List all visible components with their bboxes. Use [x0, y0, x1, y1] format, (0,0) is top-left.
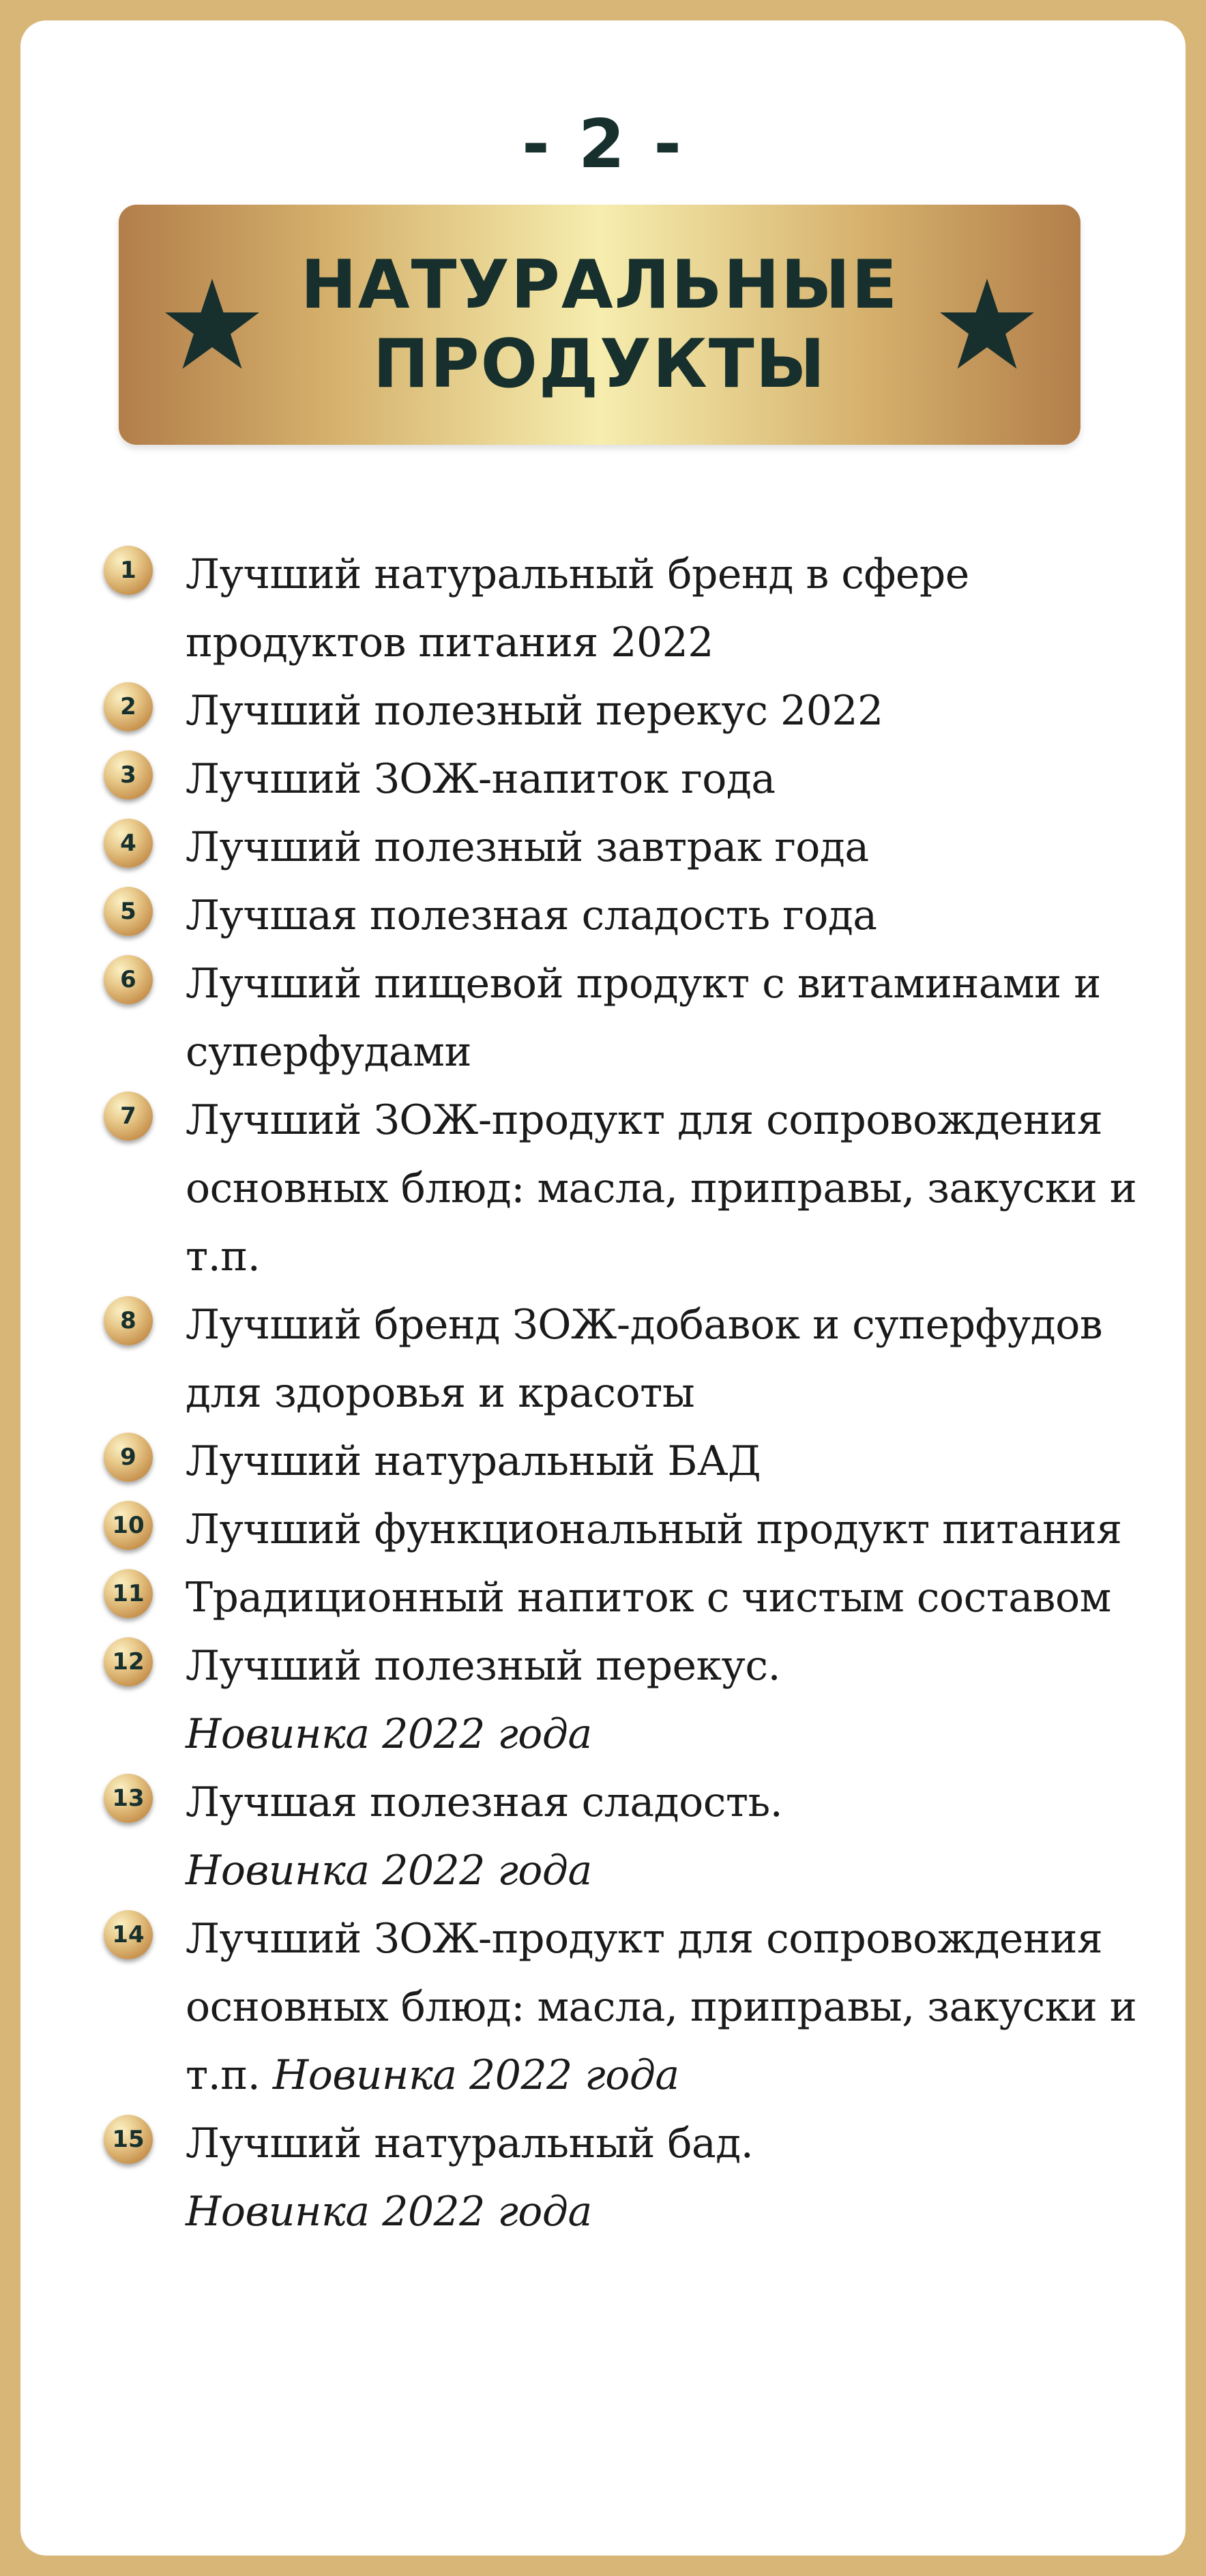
list-item [104, 1564, 1154, 1632]
award-title: Лучший бренд ЗОЖ-добавок и суперфудов для здоровья и красоты [186, 1301, 1103, 1417]
number-badge: 9 [104, 1433, 153, 1482]
category-title-line-2: ПРОДУКТЫ [372, 325, 827, 403]
award-title: Лучший ЗОЖ-продукт для сопровождения основных блюд: масла, приправы, закуски и т.п. [186, 1915, 1137, 2099]
number-badge: 12 [104, 1637, 153, 1686]
award-text [186, 540, 1154, 677]
award-text [186, 950, 1154, 1086]
award-title: Лучший натуральный БАД [186, 1437, 761, 1485]
star-icon [936, 274, 1038, 376]
number-badge: 11 [104, 1569, 153, 1618]
award-title: Лучший натуральный бад. [186, 2120, 754, 2167]
list-item [104, 540, 1154, 677]
number-badge: 1 [104, 546, 153, 595]
number-badge: 8 [104, 1296, 153, 1345]
number-badge: 5 [104, 887, 153, 936]
list-item [104, 950, 1154, 1086]
list-item [104, 1427, 1154, 1495]
award-title: Лучший ЗОЖ-напиток года [186, 755, 776, 803]
list-item [104, 745, 1154, 813]
award-text [186, 677, 1154, 745]
award-text [186, 881, 1154, 950]
award-text [186, 813, 1154, 881]
award-title: Лучший полезный завтрак года [186, 823, 869, 871]
number-badge: 6 [104, 955, 153, 1004]
list-item [104, 813, 1154, 881]
award-note: Новинка 2022 года [186, 1710, 592, 1758]
number-badge: 4 [104, 819, 153, 868]
category-banner [119, 205, 1080, 445]
award-text [186, 1632, 1154, 1768]
award-text [186, 1291, 1154, 1427]
award-text [186, 745, 1154, 813]
list-item [104, 2109, 1154, 2246]
number-badge: 7 [104, 1092, 153, 1141]
award-title: Лучший натуральный бренд в сфере продуктов питания 2022 [186, 551, 969, 667]
number-badge: 13 [104, 1774, 153, 1823]
number-badge: 2 [104, 682, 153, 731]
award-note: Новинка 2022 года [186, 2188, 592, 2236]
number-badge: 10 [104, 1501, 153, 1550]
award-text [186, 1495, 1154, 1564]
number-badge: 14 [104, 1910, 153, 1959]
list-item [104, 1291, 1154, 1427]
award-title: Лучшая полезная сладость года [186, 892, 877, 939]
award-text [186, 1086, 1154, 1291]
award-text [186, 1564, 1154, 1632]
award-text [186, 1905, 1154, 2109]
list-item [104, 1768, 1154, 1905]
award-title: Традиционный напиток с чистым составом [186, 1574, 1111, 1622]
award-text [186, 1768, 1154, 1905]
page-number: - 2 - [522, 106, 684, 184]
list-item [104, 881, 1154, 950]
award-title: Лучший полезный перекус 2022 [186, 687, 883, 735]
award-list [104, 540, 1154, 2246]
list-item [104, 1632, 1154, 1768]
list-item [104, 1905, 1154, 2109]
list-item [104, 1495, 1154, 1564]
award-title: Лучшая полезная сладость. [186, 1779, 783, 1826]
award-text [186, 1427, 1154, 1495]
list-item [104, 677, 1154, 745]
award-note: Новинка 2022 года [272, 2051, 679, 2099]
category-title-line-1: НАТУРАЛЬНЫЕ [300, 246, 899, 324]
award-title: Лучший ЗОЖ-продукт для сопровождения основных блюд: масла, приправы, закуски и т.п. [186, 1096, 1137, 1280]
number-badge: 15 [104, 2115, 153, 2164]
award-text [186, 2109, 1154, 2246]
list-item [104, 1086, 1154, 1291]
number-badge: 3 [104, 750, 153, 800]
award-note: Новинка 2022 года [186, 1847, 592, 1894]
page-card [20, 20, 1186, 2556]
award-title: Лучший полезный перекус. [186, 1642, 781, 1690]
award-title: Лучший функциональный продукт питания [186, 1506, 1122, 1553]
award-title: Лучший пищевой продукт с витаминами и суперфудами [186, 960, 1101, 1076]
